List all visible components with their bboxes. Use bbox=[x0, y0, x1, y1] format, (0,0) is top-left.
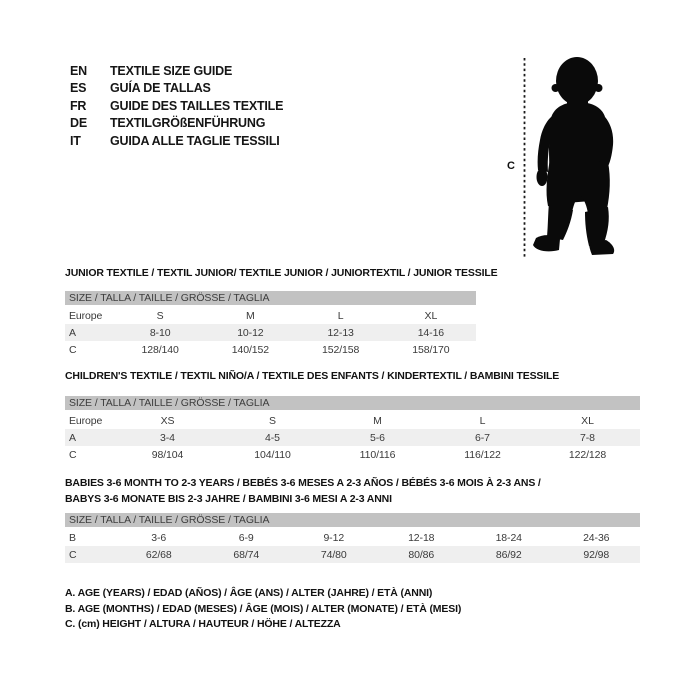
baby-silhouette bbox=[505, 54, 655, 264]
row-label-cell: Europe bbox=[69, 414, 103, 427]
section-heading bbox=[65, 369, 559, 385]
row-label-cell: B bbox=[69, 531, 76, 544]
language-row bbox=[70, 97, 283, 115]
value-cell: 8-10 bbox=[149, 326, 171, 339]
value-cell: S bbox=[156, 309, 164, 322]
table-row bbox=[65, 306, 476, 324]
section-heading-line: CHILDREN'S TEXTILE / TEXTIL NIÑO/A / TEXTILE DES ENFANTS / KINDERTEXTIL / BAMBINI TESSILE bbox=[65, 370, 560, 382]
value-cell: 140/152 bbox=[231, 343, 269, 356]
language-code: IT bbox=[70, 133, 81, 148]
language-label: GUIDE DES TAILLES TEXTILE bbox=[110, 98, 284, 113]
value-cell: 5-6 bbox=[370, 431, 385, 444]
language-row bbox=[70, 115, 283, 133]
value-cell: 152/158 bbox=[321, 343, 360, 356]
value-cell: 68/74 bbox=[233, 548, 260, 561]
section-heading-line: BABIES 3-6 MONTH TO 2-3 YEARS / BEBÉS 3-6 MESES A 2-3 AÑOS / BÉBÉS 3-6 MOIS À 2-3 ANS / bbox=[65, 477, 541, 489]
table-header-band bbox=[65, 513, 640, 528]
row-label-cell: C bbox=[69, 548, 77, 561]
value-cell: 86/92 bbox=[495, 548, 522, 561]
value-cell: 74/80 bbox=[320, 548, 347, 561]
table-header-label: SIZE / TALLA / TAILLE / GRÖSSE / TAGLIA bbox=[65, 513, 640, 528]
section-heading-line: BABYS 3-6 MONATE BIS 2-3 JAHRE / BAMBINI 3-6 MESI A 2-3 ANNI bbox=[65, 492, 392, 505]
value-cell: M bbox=[246, 309, 255, 322]
value-cell: 24-36 bbox=[583, 531, 610, 544]
value-cell: 12-18 bbox=[408, 531, 435, 544]
section-heading bbox=[65, 476, 597, 507]
table-header-band bbox=[65, 291, 476, 306]
table-row bbox=[65, 341, 476, 358]
value-cell: 4-5 bbox=[265, 431, 280, 444]
value-cell: 116/122 bbox=[464, 448, 501, 461]
language-row bbox=[70, 80, 283, 98]
value-cell: 128/140 bbox=[141, 343, 179, 356]
table-row bbox=[65, 429, 640, 446]
value-cell: 7-8 bbox=[580, 431, 595, 444]
row-label-cell: C bbox=[69, 343, 77, 356]
language-code: ES bbox=[70, 81, 87, 96]
value-cell: 110/116 bbox=[359, 448, 396, 461]
table-row bbox=[65, 324, 476, 341]
language-code: EN bbox=[70, 63, 87, 78]
language-label: TEXTILE SIZE GUIDE bbox=[110, 63, 233, 78]
table-row bbox=[65, 528, 640, 546]
value-cell: XL bbox=[581, 414, 594, 427]
value-cell: 3-6 bbox=[151, 531, 167, 544]
section-heading-line: JUNIOR TEXTILE / TEXTIL JUNIOR/ TEXTILE JUNIOR / JUNIORTEXTIL / JUNIOR TESSILE bbox=[65, 267, 498, 279]
value-cell: 104/110 bbox=[254, 448, 291, 461]
language-list bbox=[70, 62, 283, 150]
value-cell: 80/86 bbox=[408, 548, 435, 561]
table-header-label: SIZE / TALLA / TAILLE / GRÖSSE / TAGLIA bbox=[65, 291, 476, 306]
row-label-cell: C bbox=[69, 448, 77, 461]
language-label: GUIDA ALLE TAGLIE TESSILI bbox=[110, 133, 280, 148]
table-row bbox=[65, 546, 640, 563]
value-cell: 98/104 bbox=[151, 448, 184, 461]
value-cell: L bbox=[479, 414, 486, 427]
value-cell: 92/98 bbox=[583, 548, 610, 561]
table-row bbox=[65, 411, 640, 429]
language-row bbox=[70, 62, 283, 80]
row-label-cell: A bbox=[69, 431, 76, 444]
language-row bbox=[70, 132, 283, 150]
value-cell: 10-12 bbox=[237, 326, 264, 339]
footnote-line: C. (cm) HEIGHT / ALTURA / HAUTEUR / HÖHE / ALTEZZA bbox=[65, 618, 341, 631]
value-cell: 6-7 bbox=[475, 431, 490, 444]
value-cell: 9-12 bbox=[323, 531, 345, 544]
value-cell: 158/170 bbox=[412, 343, 450, 356]
size-table bbox=[65, 396, 640, 463]
value-cell: XL bbox=[424, 309, 438, 322]
value-cell: 14-16 bbox=[417, 326, 445, 339]
value-cell: 12-13 bbox=[327, 326, 354, 339]
size-table bbox=[65, 513, 640, 563]
table-header-band bbox=[65, 396, 640, 411]
language-code: FR bbox=[70, 98, 87, 113]
row-label-cell: Europe bbox=[69, 309, 103, 322]
value-cell: S bbox=[269, 414, 276, 427]
value-cell: 122/128 bbox=[568, 448, 607, 461]
value-cell: XS bbox=[160, 414, 175, 427]
size-table bbox=[65, 291, 476, 358]
value-cell: 18-24 bbox=[495, 531, 522, 544]
table-header-label: SIZE / TALLA / TAILLE / GRÖSSE / TAGLIA bbox=[65, 396, 640, 411]
section-heading bbox=[65, 266, 497, 282]
row-label-cell: A bbox=[69, 326, 76, 339]
footnote-line: B. AGE (MONTHS) / EDAD (MESES) / ÂGE (MOIS) / ALTER (MONATE) / ETÀ (MESI) bbox=[65, 602, 462, 615]
value-cell: M bbox=[373, 414, 382, 427]
value-cell: 62/68 bbox=[145, 548, 172, 561]
language-label: TEXTILGRÖßENFÜHRUNG bbox=[110, 116, 266, 131]
value-cell: 3-4 bbox=[160, 431, 175, 444]
height-measure-label: C bbox=[507, 160, 515, 172]
baby-figure-shape bbox=[533, 57, 614, 255]
footnotes bbox=[65, 586, 461, 633]
footnote-line: A. AGE (YEARS) / EDAD (AÑOS) / ÂGE (ANS) / ALTER (JAHRE) / ETÀ (ANNI) bbox=[65, 587, 433, 599]
value-cell: L bbox=[337, 309, 344, 322]
value-cell: 6-9 bbox=[238, 531, 254, 544]
language-label: GUÍA DE TALLAS bbox=[110, 81, 211, 96]
language-code: DE bbox=[70, 116, 87, 131]
table-row bbox=[65, 446, 640, 463]
